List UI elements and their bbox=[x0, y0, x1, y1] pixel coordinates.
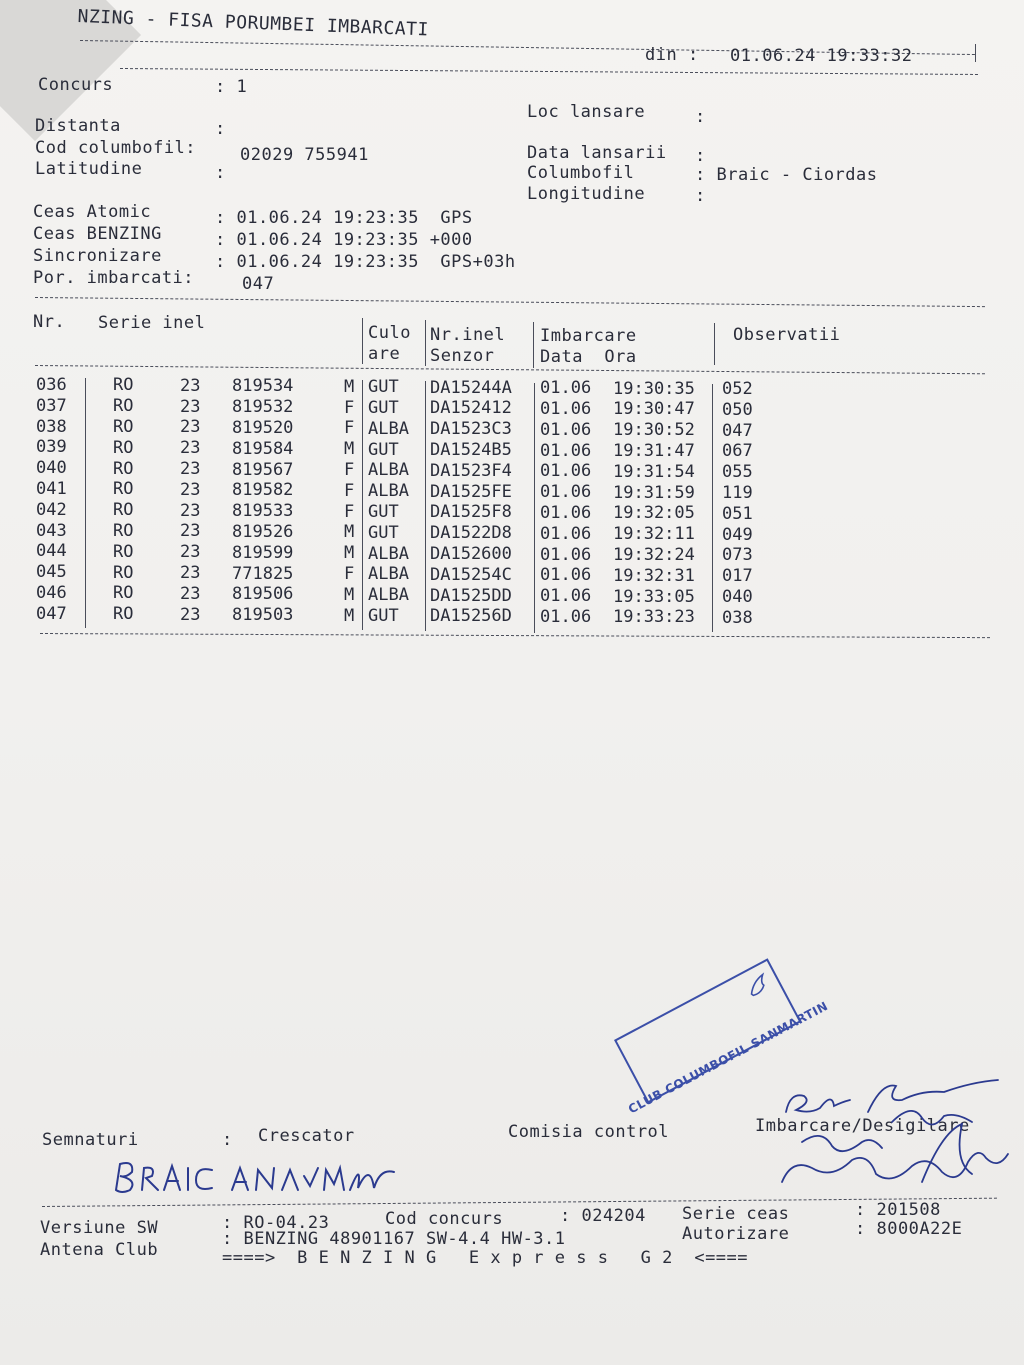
cell-culoare: GUT bbox=[368, 377, 399, 398]
body-divider-3 bbox=[534, 383, 535, 633]
cell-data: 01.06 bbox=[540, 398, 592, 419]
cell-tara: RO bbox=[113, 479, 134, 500]
cell-culoare: GUT bbox=[368, 522, 399, 543]
document-title: NZING - FISA PORUMBEI IMBARCATI bbox=[77, 6, 430, 41]
cell-senzor: DA15256D bbox=[430, 606, 512, 627]
imbarcare-desigilare-label: Imbarcare/Desigilare bbox=[755, 1116, 970, 1136]
header-right-edge bbox=[975, 44, 976, 62]
cell-ora: 19:31:59 bbox=[613, 482, 695, 503]
cell-nr: 042 bbox=[36, 499, 67, 520]
concurs-value: : 1 bbox=[215, 77, 248, 97]
loc-lansare-label: Loc lansare bbox=[527, 102, 646, 122]
cell-nr: 045 bbox=[36, 562, 67, 583]
cell-senzor: DA1523F4 bbox=[430, 460, 512, 481]
header-divider-2 bbox=[425, 320, 426, 366]
table-row bbox=[0, 479, 1024, 504]
cell-inel: 819520 bbox=[232, 417, 294, 438]
cell-an: 23 bbox=[180, 604, 201, 625]
cell-ora: 19:30:52 bbox=[613, 420, 695, 441]
col-header-senzor: Senzor bbox=[430, 346, 495, 366]
table-row bbox=[0, 458, 1024, 483]
cell-observatii: 040 bbox=[722, 587, 753, 608]
cell-an: 23 bbox=[180, 396, 201, 417]
table-row bbox=[0, 416, 1024, 441]
cell-an: 23 bbox=[180, 479, 201, 500]
table-row bbox=[0, 562, 1024, 587]
cell-senzor: DA1522D8 bbox=[430, 523, 512, 544]
serie-ceas-value: : 201508 bbox=[855, 1200, 941, 1220]
comisia-control-label: Comisia control bbox=[508, 1122, 670, 1142]
cell-ora: 19:30:35 bbox=[613, 378, 695, 399]
cell-data: 01.06 bbox=[540, 378, 592, 399]
cell-senzor: DA1525FE bbox=[430, 481, 512, 502]
cell-tara: RO bbox=[113, 541, 134, 562]
cell-sex: M bbox=[344, 584, 355, 605]
cell-data: 01.06 bbox=[540, 502, 592, 523]
cell-observatii: 017 bbox=[722, 566, 753, 587]
cell-culoare: GUT bbox=[368, 398, 399, 419]
cell-sex: M bbox=[344, 522, 355, 543]
cell-an: 23 bbox=[180, 375, 201, 396]
cell-sex: F bbox=[344, 501, 355, 522]
columbofil-label: Columbofil bbox=[527, 163, 635, 183]
cell-observatii: 038 bbox=[722, 607, 753, 628]
cell-observatii: 067 bbox=[722, 441, 753, 462]
porumbei-imbarcati-label: Por. imbarcati: bbox=[33, 268, 195, 288]
cell-inel: 819503 bbox=[232, 605, 294, 626]
cell-culoare: ALBA bbox=[368, 543, 409, 564]
cell-an: 23 bbox=[180, 417, 201, 438]
cell-tara: RO bbox=[113, 604, 134, 625]
versiune-sw-label: Versiune SW bbox=[40, 1218, 159, 1238]
distanta-label: Distanta bbox=[35, 116, 121, 136]
cell-sex: F bbox=[344, 418, 355, 439]
loc-lansare-value: : bbox=[695, 107, 706, 127]
cell-sex: M bbox=[344, 439, 355, 460]
cell-tara: RO bbox=[113, 417, 134, 438]
cell-culoare: ALBA bbox=[368, 564, 409, 585]
header-divider-4 bbox=[714, 323, 715, 365]
col-header-imbarcare: Imbarcare bbox=[540, 326, 637, 346]
semnaturi-colon: : bbox=[222, 1130, 233, 1150]
cell-nr: 037 bbox=[36, 395, 67, 416]
cell-observatii: 050 bbox=[722, 399, 753, 420]
cell-tara: RO bbox=[113, 521, 134, 542]
distanta-value: : bbox=[215, 119, 226, 139]
sincronizare-value: : 01.06.24 19:23:35 GPS+03h bbox=[215, 252, 516, 272]
din-label: din : bbox=[645, 45, 699, 65]
cell-inel: 771825 bbox=[232, 563, 294, 584]
body-divider-2 bbox=[425, 381, 426, 631]
cell-culoare: ALBA bbox=[368, 460, 409, 481]
cell-senzor: DA152600 bbox=[430, 544, 512, 565]
col-header-serie-inel: Serie inel bbox=[98, 313, 206, 333]
cell-an: 23 bbox=[180, 521, 201, 542]
col-header-nr: Nr. bbox=[33, 312, 66, 332]
autorizare-value: : 8000A22E bbox=[855, 1219, 963, 1239]
cell-observatii: 073 bbox=[722, 545, 753, 566]
cod-concurs-value: : 024204 bbox=[560, 1206, 646, 1226]
cell-an: 23 bbox=[180, 542, 201, 563]
cell-nr: 036 bbox=[36, 375, 67, 395]
porumbei-imbarcati-value: 047 bbox=[242, 274, 275, 294]
body-divider-1 bbox=[362, 380, 363, 630]
cell-nr: 047 bbox=[36, 603, 67, 624]
cell-culoare: GUT bbox=[368, 502, 399, 523]
cell-inel: 819599 bbox=[232, 542, 294, 563]
ceas-atomic-label: Ceas Atomic bbox=[33, 202, 152, 222]
cell-nr: 043 bbox=[36, 520, 67, 541]
cell-inel: 819567 bbox=[232, 459, 294, 480]
cell-culoare: ALBA bbox=[368, 418, 409, 439]
serie-ceas-label: Serie ceas bbox=[682, 1204, 790, 1224]
ceas-benzing-label: Ceas BENZING bbox=[33, 224, 162, 244]
longitudine-label: Longitudine bbox=[527, 184, 646, 204]
cell-ora: 19:32:24 bbox=[613, 544, 695, 565]
cell-ora: 19:33:23 bbox=[613, 607, 695, 628]
cell-data: 01.06 bbox=[540, 461, 592, 482]
cell-an: 23 bbox=[180, 583, 201, 604]
header-divider-1 bbox=[362, 318, 363, 364]
cell-sex: M bbox=[344, 605, 355, 626]
table-row bbox=[0, 499, 1024, 524]
data-lansarii-label: Data lansarii bbox=[527, 143, 667, 163]
commission-signatures bbox=[772, 1062, 1012, 1201]
cell-ora: 19:32:05 bbox=[613, 503, 695, 524]
cell-tara: RO bbox=[113, 375, 134, 396]
cell-data: 01.06 bbox=[540, 606, 592, 627]
table-row bbox=[0, 437, 1024, 462]
crescator-label: Crescator bbox=[258, 1126, 355, 1146]
cod-columbofil-value: 02029 755941 bbox=[240, 145, 369, 165]
cell-tara: RO bbox=[113, 396, 134, 417]
cell-ora: 19:31:47 bbox=[613, 440, 695, 461]
sincronizare-label: Sincronizare bbox=[33, 246, 162, 266]
cell-an: 23 bbox=[180, 438, 201, 459]
cell-nr: 046 bbox=[36, 583, 67, 603]
cell-data: 01.06 bbox=[540, 440, 592, 461]
latitudine-label: Latitudine bbox=[35, 159, 143, 179]
body-divider-4 bbox=[712, 384, 713, 632]
cell-inel: 819534 bbox=[232, 376, 294, 397]
table-row bbox=[0, 541, 1024, 566]
crescator-signature bbox=[112, 1150, 402, 1204]
cod-concurs-label: Cod concurs bbox=[385, 1209, 504, 1229]
semnaturi-label: Semnaturi bbox=[42, 1130, 139, 1150]
concurs-label: Concurs bbox=[38, 75, 114, 95]
cell-sex: F bbox=[344, 480, 355, 501]
columbofil-value: : Braic - Ciordas bbox=[695, 165, 878, 185]
cell-ora: 19:30:47 bbox=[613, 399, 695, 420]
stamp-text: CLUB COLUMBOFIL SANMARTIN bbox=[626, 998, 831, 1117]
cell-observatii: 047 bbox=[722, 420, 753, 441]
table-row bbox=[0, 603, 1024, 628]
cell-observatii: 052 bbox=[722, 379, 753, 400]
cell-sex: M bbox=[344, 376, 355, 397]
cell-tara: RO bbox=[113, 562, 134, 583]
longitudine-value: : bbox=[695, 186, 706, 206]
cell-nr: 041 bbox=[36, 479, 67, 499]
cell-an: 23 bbox=[180, 500, 201, 521]
cell-an: 23 bbox=[180, 459, 201, 480]
cell-ora: 19:32:31 bbox=[613, 565, 695, 586]
cell-sex: F bbox=[344, 563, 355, 584]
autorizare-label: Autorizare bbox=[682, 1224, 790, 1244]
cell-tara: RO bbox=[113, 437, 134, 458]
ceas-benzing-value: : 01.06.24 19:23:35 +000 bbox=[215, 230, 473, 250]
table-row bbox=[0, 375, 1024, 400]
cell-sex: F bbox=[344, 397, 355, 418]
cell-data: 01.06 bbox=[540, 482, 592, 503]
cell-culoare: ALBA bbox=[368, 585, 409, 606]
col-header-data-ora: Data Ora bbox=[540, 347, 637, 367]
cell-inel: 819506 bbox=[232, 584, 294, 605]
cell-nr: 040 bbox=[36, 458, 67, 479]
table-row bbox=[0, 583, 1024, 608]
antena-club-value: : BENZING 48901167 SW-4.4 HW-3.1 bbox=[222, 1229, 566, 1249]
cell-tara: RO bbox=[113, 583, 134, 604]
cell-data: 01.06 bbox=[540, 586, 592, 607]
cell-an: 23 bbox=[180, 563, 201, 584]
cell-nr: 044 bbox=[36, 541, 67, 562]
cell-data: 01.06 bbox=[540, 544, 592, 565]
cell-inel: 819584 bbox=[232, 438, 294, 459]
cell-culoare: ALBA bbox=[368, 481, 409, 502]
table-row bbox=[0, 395, 1024, 420]
cell-nr: 038 bbox=[36, 416, 67, 437]
cell-observatii: 049 bbox=[722, 524, 753, 545]
din-value: 01.06.24 19:33:32 bbox=[730, 46, 913, 66]
cell-inel: 819526 bbox=[232, 521, 294, 542]
cell-ora: 19:32:11 bbox=[613, 524, 695, 545]
cell-inel: 819532 bbox=[232, 397, 294, 418]
cell-senzor: DA152412 bbox=[430, 398, 512, 419]
cell-data: 01.06 bbox=[540, 523, 592, 544]
benzing-express-banner: ====> B E N Z I N G E x p r e s s G 2 <==== bbox=[222, 1248, 749, 1268]
cell-sex: M bbox=[344, 543, 355, 564]
cell-tara: RO bbox=[113, 458, 134, 479]
cell-senzor: DA1525DD bbox=[430, 585, 512, 606]
header-divider-3 bbox=[533, 322, 534, 368]
cell-observatii: 119 bbox=[722, 483, 753, 504]
col-header-culoare-2: are bbox=[368, 344, 401, 364]
dove-icon bbox=[741, 969, 776, 1004]
cell-culoare: GUT bbox=[368, 439, 399, 460]
table-row bbox=[0, 520, 1024, 545]
cell-sex: F bbox=[344, 459, 355, 480]
col-header-culoare: Culo bbox=[368, 323, 411, 343]
cell-inel: 819533 bbox=[232, 501, 294, 522]
cell-ora: 19:33:05 bbox=[613, 586, 695, 607]
cell-tara: RO bbox=[113, 500, 134, 521]
data-lansarii-value: : bbox=[695, 146, 706, 166]
latitudine-value: : bbox=[215, 163, 226, 183]
ceas-atomic-value: : 01.06.24 19:23:35 GPS bbox=[215, 208, 473, 228]
cell-nr: 039 bbox=[36, 437, 67, 458]
cell-senzor: DA1524B5 bbox=[430, 440, 512, 461]
cod-columbofil-label: Cod columbofil: bbox=[35, 138, 197, 158]
cell-inel: 819582 bbox=[232, 480, 294, 501]
col-header-nr-inel: Nr.inel bbox=[430, 325, 506, 345]
cell-senzor: DA15244A bbox=[430, 377, 512, 398]
versiune-sw-value: : RO-04.23 bbox=[222, 1213, 330, 1233]
cell-data: 01.06 bbox=[540, 565, 592, 586]
cell-senzor: DA15254C bbox=[430, 564, 512, 585]
cell-data: 01.06 bbox=[540, 419, 592, 440]
cell-senzor: DA1523C3 bbox=[430, 419, 512, 440]
body-divider-nr bbox=[85, 378, 86, 628]
cell-senzor: DA1525F8 bbox=[430, 502, 512, 523]
cell-observatii: 055 bbox=[722, 462, 753, 483]
col-header-observatii: Observatii bbox=[733, 325, 841, 345]
cell-ora: 19:31:54 bbox=[613, 461, 695, 482]
cell-culoare: GUT bbox=[368, 606, 399, 627]
antena-club-label: Antena Club bbox=[40, 1240, 159, 1260]
cell-observatii: 051 bbox=[722, 503, 753, 524]
